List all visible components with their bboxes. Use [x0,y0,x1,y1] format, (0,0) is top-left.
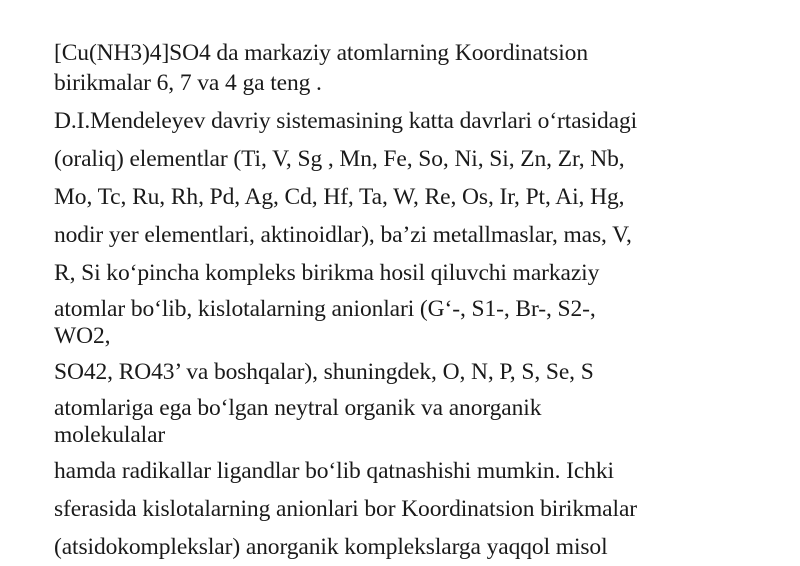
text-line-13: hamda radikallar ligandlar boʻlib qatnashishi mumkin. Ichki [54,458,614,484]
text-line-1: [Cu(NH3)4]SO4 da markaziy atomlarning Koordinatsion [54,40,588,66]
text-line-9: WO2, [54,323,111,349]
document-body [54,38,794,562]
text-line-3: D.I.Mendeleyev davriy sistemasining katta davrlari oʻrtasidagi [54,108,638,134]
text-line-5: Mo, Tc, Ru, Rh, Pd, Ag, Cd, Hf, Ta, W, Re, Os, Ir, Pt, Ai, Hg, [54,184,625,210]
text-line-6: nodir yer elementlari, aktinoidlar), ba’zi metallmaslar, mas, V, [54,222,632,248]
text-line-8: atomlar boʻlib, kislotalarning anionlari (Gʻ-, S1-, Br-, S2-, [54,296,596,322]
text-line-7: R, Si koʻpincha kompleks birikma hosil qiluvchi markaziy [54,260,600,286]
text-line-14: sferasida kislotalarning anionlari bor Koordinatsion birikmalar [54,496,638,522]
text-line-11: atomlariga ega boʻlgan neytral organik va anorganik [54,395,542,421]
text-line-15: (atsidokomplekslar) anorganik komplekslarga yaqqol misol [54,534,608,560]
text-line-12: molekulalar [54,422,166,448]
text-line-10: SO42, RO43’ va boshqalar), shuningdek, O, N, P, S, Se, S [54,359,594,385]
text-line-4: (oraliq) elementlar (Ti, V, Sg , Mn, Fe, So, Ni, Si, Zn, Zr, Nb, [54,146,625,172]
text-line-2: birikmalar 6, 7 va 4 ga teng . [54,70,322,96]
